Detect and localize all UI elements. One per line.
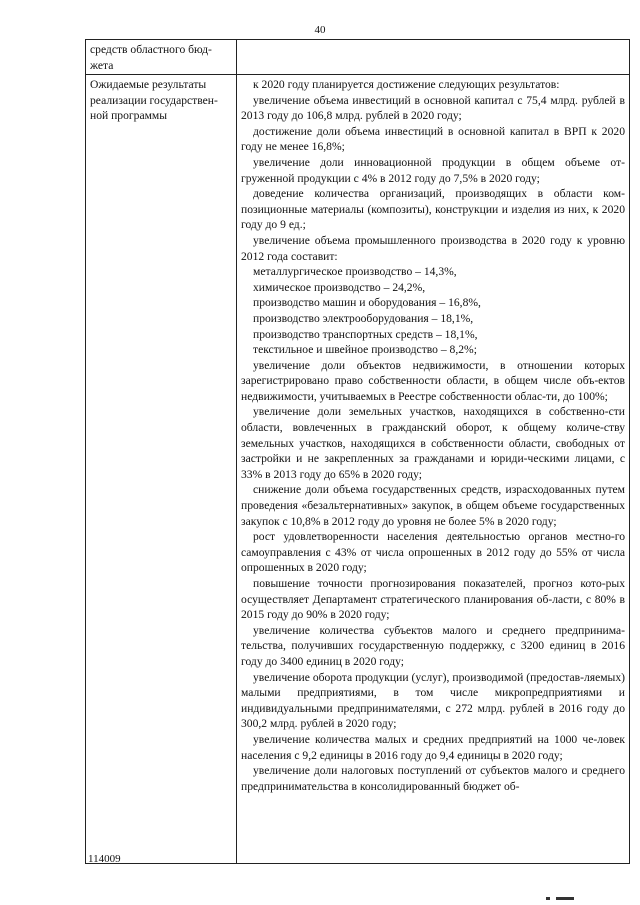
expected-results-content bbox=[237, 75, 630, 864]
scan-artifact bbox=[556, 897, 574, 900]
result-item: химическое производство – 24,2%, bbox=[253, 280, 426, 294]
result-item: металлургическое производство – 14,3%, bbox=[253, 265, 457, 279]
result-item: увеличение количества малых и средних предприятий на 1000 че-ловек населения с 9,2 единицы в 2016 году до 9,4 единицы в 2020 году; bbox=[241, 732, 625, 762]
result-item: увеличение количества субъектов малого и среднего предпринима-тельства, получивших государственную поддержку, с 3200 единиц в 2016 году до 3400 единиц в 2020 году; bbox=[241, 623, 625, 668]
row-label: Ожидаемые результаты реализации государствен-ной программы bbox=[86, 75, 237, 864]
scan-artifact bbox=[546, 897, 550, 900]
result-item: производство транспортных средств – 18,1%, bbox=[253, 327, 478, 341]
result-item: текстильное и швейное производство – 8,2%; bbox=[253, 343, 477, 357]
result-item: увеличение объема промышленного производства в 2020 году к уровню 2012 года составит: bbox=[241, 233, 625, 263]
result-item: увеличение оборота продукции (услуг), производимой (предостав-ляемых) малыми предприятиями, в том числе микропредприятиями и индивидуальными предпринимателями, с 272 млрд. рублей в 2016 году до 300,2 млрд. рублей в 2020 году; bbox=[241, 670, 625, 731]
result-item: к 2020 году планируется достижение следующих результатов: bbox=[253, 78, 560, 91]
result-item: доведение количества организаций, производящих в области ком-позиционные материалы (композиты), конструкции и изделия из них, к 2020 году до 9 ед.; bbox=[241, 187, 625, 232]
table-row bbox=[86, 75, 630, 864]
table-row bbox=[86, 40, 630, 75]
result-item: увеличение доли налоговых поступлений от субъектов малого и среднего предпринимательства в консолидированный бюджет об- bbox=[241, 764, 625, 793]
result-item: снижение доли объема государственных средств, израсходованных путем проведения «безальтернативных» закупок, в общем объеме государственных закупок с 10,8% в 2012 году до уровня не более 5% в 2020 году; bbox=[241, 483, 625, 528]
result-item: увеличение доли инновационной продукции в общем объеме от-груженной продукции с 4% в 2012 году до 7,5% в 2020 году; bbox=[241, 155, 625, 185]
result-item: увеличение объема инвестиций в основной капитал с 75,4 млрд. рублей в 2013 году до 106,8 млрд. рублей в 2020 году; bbox=[241, 93, 625, 123]
program-passport-table bbox=[85, 39, 630, 864]
row-content bbox=[237, 40, 630, 75]
result-item: повышение точности прогнозирования показателей, прогноз кото-рых осуществляет Департамент стратегического планирования об-ласти, с 80% в 2015 году до 90% в 2020 году; bbox=[241, 577, 625, 622]
page-number: 40 bbox=[314, 24, 326, 36]
result-item: достижение доли объема инвестиций в основной капитал в ВРП к 2020 году не менее 16,8%; bbox=[241, 124, 625, 154]
result-item: рост удовлетворенности населения деятельностью органов местно-го самоуправления с 43% от числа опрошенных в 2012 году до 55% от числа опрошенных в 2020 году; bbox=[241, 530, 625, 575]
result-item: увеличение доли объектов недвижимости, в отношении которых зарегистрировано право собственности области, в общем числе объ-ектов недвижимости, учитываемых в Реестре собственности облас-ти, до 100%; bbox=[241, 358, 625, 403]
result-item: производство машин и оборудования – 16,8%, bbox=[253, 296, 481, 310]
row-label: средств областного бюд-жета bbox=[86, 40, 237, 75]
document-code: 114009 bbox=[88, 853, 121, 865]
result-item: производство электрооборудования – 18,1%, bbox=[253, 311, 474, 325]
result-item: увеличение доли земельных участков, находящихся в собственно-сти области, вовлеченных в гражданский оборот, к общему количе-ству земельных участков, находящихся в собственности области, свободных от застройки и не закрепленных за гражданами и юриди-ческими лицами, с 33% в 2013 году до 65% в 2020 году; bbox=[241, 405, 625, 481]
